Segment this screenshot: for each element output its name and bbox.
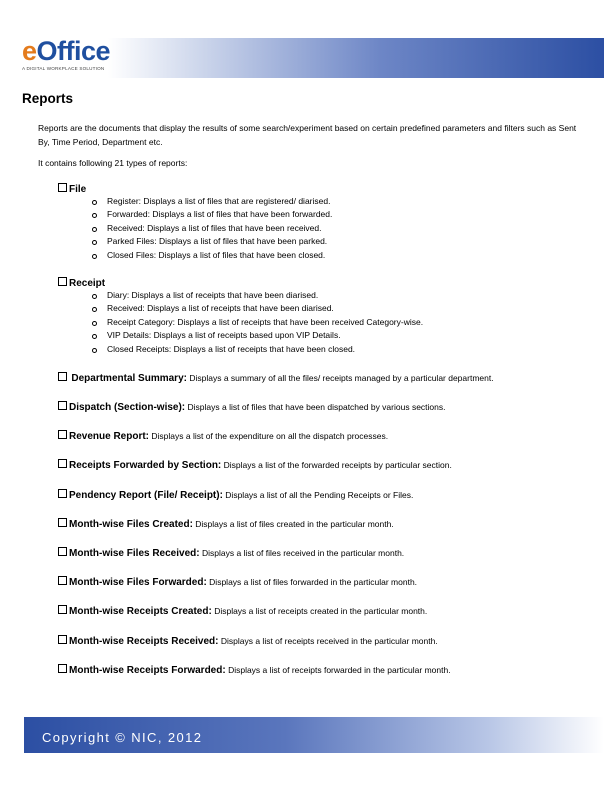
month-wise-receipts-forwarded-entry: Month-wise Receipts Forwarded: Displays a list of receipts forwarded in the particular month.: [58, 664, 451, 676]
list-item: Parked Files: Displays a list of files that have been parked.: [92, 235, 332, 248]
month-wise-receipts-created-entry: Month-wise Receipts Created: Displays a list of receipts created in the particular month.: [58, 605, 427, 617]
logo-wordmark: eOffice: [22, 36, 111, 66]
copyright-text: Copyright © NIC, 2012: [42, 730, 203, 745]
checkbox-bullet-icon: [58, 635, 67, 644]
checkbox-bullet-icon: [58, 183, 67, 192]
checkbox-bullet-icon: [58, 489, 67, 498]
checkbox-bullet-icon: [58, 401, 67, 410]
intro-paragraph: Reports are the documents that display the results of some search/experiment based on certain predefined parameters and filters such as Sent By, Time Period, Department etc.: [38, 123, 577, 147]
checkbox-bullet-icon: [58, 459, 67, 468]
footer-band: [24, 717, 604, 753]
logo-tagline: A DIGITAL WORKPLACE SOLUTION: [22, 66, 105, 71]
page-title: Reports: [22, 91, 74, 106]
checkbox-bullet-icon: [58, 372, 67, 381]
checkbox-bullet-icon: [58, 277, 67, 286]
list-item: Forwarded: Displays a list of files that have been forwarded.: [92, 208, 332, 221]
receipts-forwarded-by-section-entry: Receipts Forwarded by Section: Displays a list of the forwarded receipts by particular section.: [58, 459, 452, 471]
checkbox-bullet-icon: [58, 547, 67, 556]
list-item: Received: Displays a list of files that have been received.: [92, 222, 332, 235]
receipt-report-list: [92, 289, 423, 356]
eoffice-logo: [22, 36, 112, 76]
checkbox-bullet-icon: [58, 576, 67, 585]
month-wise-files-forwarded-entry: Month-wise Files Forwarded: Displays a list of files forwarded in the particular month.: [58, 576, 417, 588]
departmental-summary-entry: Departmental Summary: Displays a summary of all the files/ receipts managed by a particular department.: [58, 372, 494, 384]
dispatch-entry: Dispatch (Section-wise): Displays a list of files that have been dispatched by various sections.: [58, 401, 446, 413]
list-item: Receipt Category: Displays a list of receipts that have been received Category-wise.: [92, 316, 423, 329]
checkbox-bullet-icon: [58, 664, 67, 673]
month-wise-receipts-received-entry: Month-wise Receipts Received: Displays a list of receipts received in the particular month.: [58, 635, 438, 647]
file-report-list: [92, 195, 332, 262]
list-item: Closed Receipts: Displays a list of receipts that have been closed.: [92, 343, 423, 356]
list-item: Diary: Displays a list of receipts that have been diarised.: [92, 289, 423, 302]
checkbox-bullet-icon: [58, 430, 67, 439]
pendency-report-entry: Pendency Report (File/ Receipt): Displays a list of all the Pending Receipts or Files.: [58, 489, 413, 501]
list-item: Register: Displays a list of files that are registered/ diarised.: [92, 195, 332, 208]
list-item: VIP Details: Displays a list of receipts based upon VIP Details.: [92, 329, 423, 342]
list-item: Closed Files: Displays a list of files that have been closed.: [92, 249, 332, 262]
checkbox-bullet-icon: [58, 605, 67, 614]
month-wise-files-received-entry: Month-wise Files Received: Displays a list of files received in the particular month.: [58, 547, 404, 559]
month-wise-files-created-entry: Month-wise Files Created: Displays a list of files created in the particular month.: [58, 518, 394, 530]
receipt-section-heading: Receipt: [58, 277, 105, 289]
header-band: [108, 38, 604, 78]
list-item: Received: Displays a list of receipts that have been diarised.: [92, 302, 423, 315]
file-section-heading: File: [58, 183, 86, 195]
checkbox-bullet-icon: [58, 518, 67, 527]
revenue-report-entry: Revenue Report: Displays a list of the expenditure on all the dispatch processes.: [58, 430, 388, 442]
report-count-line: It contains following 21 types of reports:: [38, 158, 188, 168]
